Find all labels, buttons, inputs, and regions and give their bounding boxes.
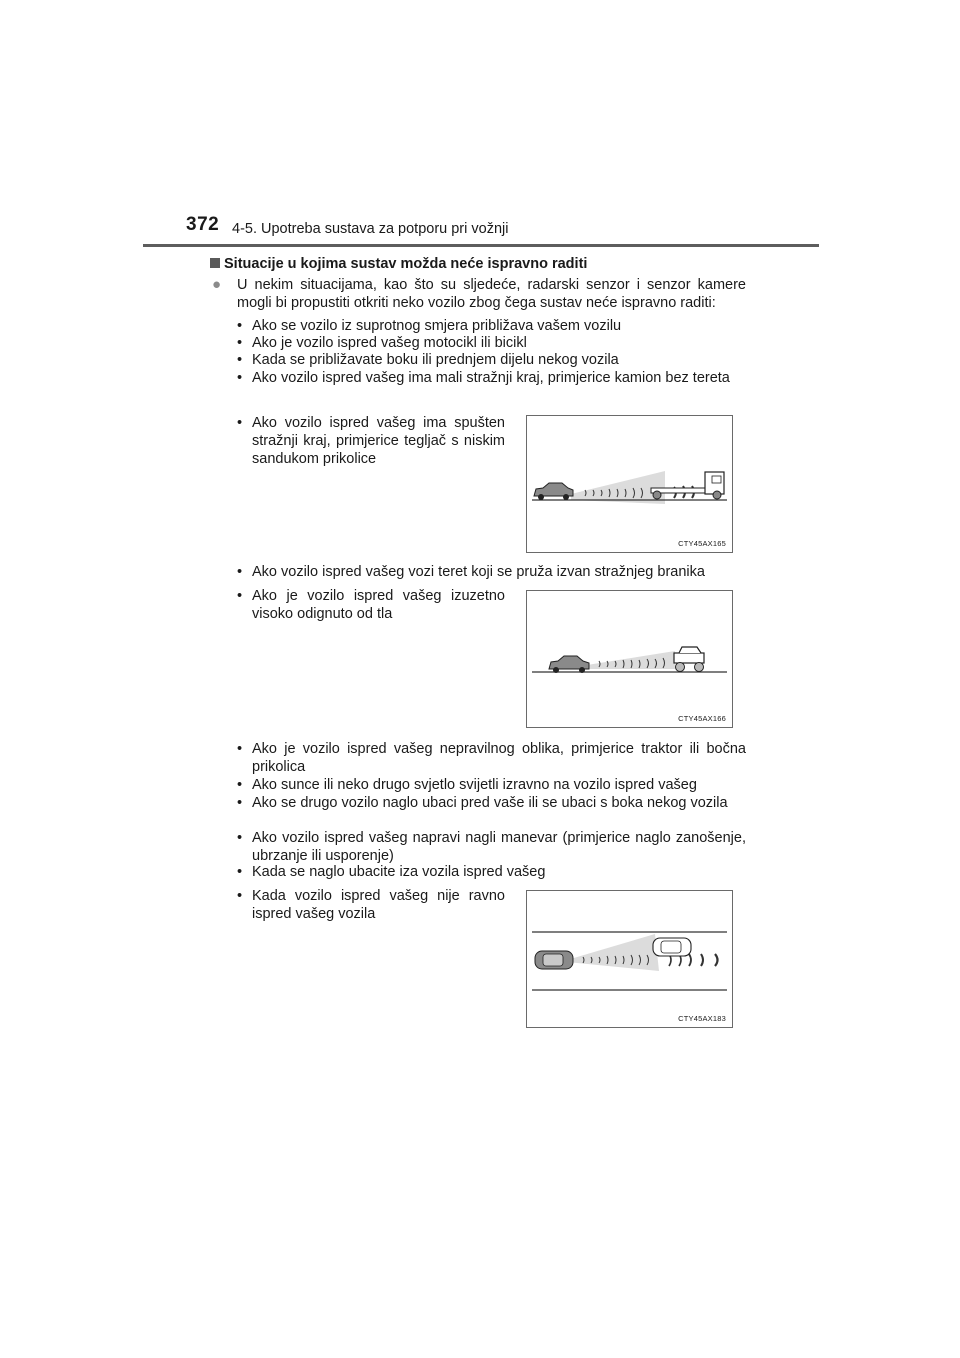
circle-bullet-icon: ● (212, 276, 222, 293)
list-item: • Ako se drugo vozilo naglo ubaci pred vaše ili se ubaci s boka nekog vozila (237, 794, 746, 812)
high-suv-icon (674, 647, 704, 672)
list-item: • Ako sunce ili neko drugo svjetlo svijetli izravno na vozilo ispred vašeg (237, 776, 746, 794)
list-item: • Ako se vozilo iz suprotnog smjera približava vašem vozilu (237, 317, 746, 335)
figure-offset-vehicle-drawing (527, 891, 732, 1027)
list-item: • Ako je vozilo ispred vašeg nepravilnog oblika, primjerice traktor ili bočna prikolica (237, 740, 746, 776)
figure-code: CTY45AX165 (678, 539, 726, 548)
figure-low-trailer (526, 415, 733, 553)
list-item: • Ako vozilo ispred vašeg ima mali stražnji kraj, primjerice kamion bez tereta (237, 369, 746, 387)
sedan-icon (534, 483, 573, 500)
figure-high-vehicle-drawing (527, 591, 732, 727)
header-rule (143, 244, 819, 247)
figure-code: CTY45AX166 (678, 714, 726, 723)
list-item: • Kada vozilo ispred vašeg nije ravno ispred vašeg vozila (237, 887, 505, 923)
sedan-icon (549, 656, 589, 673)
section-heading-text: Situacije u kojima sustav možda neće ispravno raditi (224, 256, 588, 272)
intro-paragraph (212, 276, 746, 312)
figure-low-trailer-drawing (527, 416, 732, 552)
intro-text: U nekim situacijama, kao što su sljedeće, radarski senzor i senzor kamere mogli bi propustiti otkriti neko vozilo zbog čega sustav neće ispravno raditi: (237, 277, 746, 311)
section-heading (210, 256, 587, 272)
list-item: • Ako je vozilo ispred vašeg izuzetno visoko odignuto od tla (237, 587, 505, 623)
figure-offset-vehicle (526, 890, 733, 1028)
figure-high-vehicle (526, 590, 733, 728)
sedan-top-icon (535, 951, 573, 969)
chapter-title: 4-5. Upotreba sustava za potporu pri vožnji (232, 221, 509, 237)
list-item: • Kada se naglo ubacite iza vozila ispred vašeg (237, 863, 746, 881)
list-item: • Ako vozilo ispred vašeg ima spušten stražnji kraj, primjerice tegljač s niskim sandukom prikolice (237, 414, 505, 468)
radar-beam-icon (567, 934, 659, 971)
list-item: • Ako vozilo ispred vašeg vozi teret koji se pruža izvan stražnjeg branika (237, 563, 772, 581)
list-item: • Ako vozilo ispred vašeg napravi nagli manevar (primjerice naglo zanošenje, ubrzanje ili usporenje) (237, 829, 746, 865)
square-bullet-icon (210, 258, 220, 268)
offset-car-top-icon (653, 938, 691, 956)
list-item: • Ako je vozilo ispred vašeg motocikl ili bicikl (237, 334, 746, 352)
figure-code: CTY45AX183 (678, 1014, 726, 1023)
list-item: • Kada se približavate boku ili prednjem dijelu nekog vozila (237, 351, 746, 369)
page-number: 372 (186, 214, 220, 235)
